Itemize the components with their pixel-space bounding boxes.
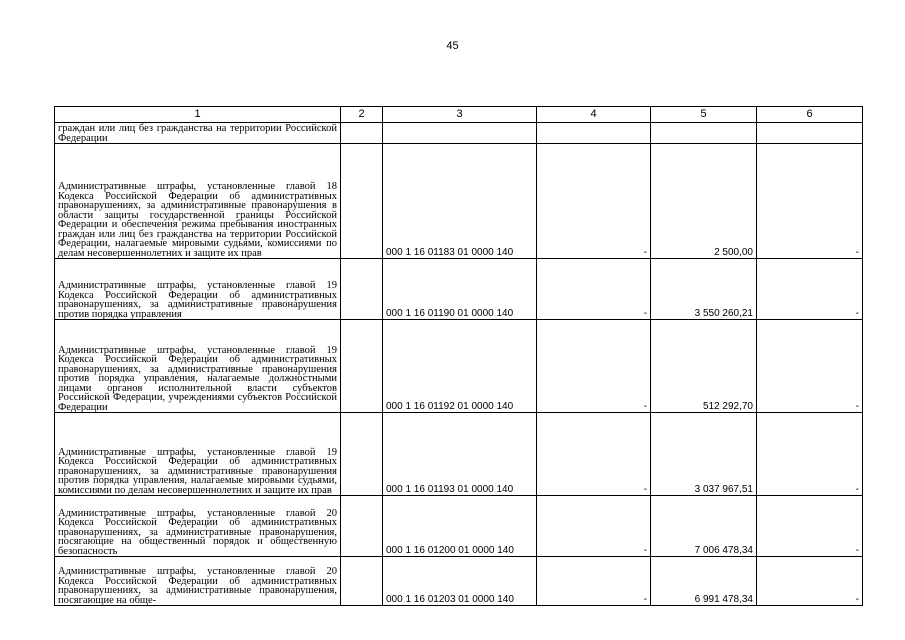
row-col6: - (757, 557, 863, 606)
row-col5: 6 991 478,34 (651, 557, 757, 606)
table-row (55, 320, 863, 413)
row-col4: - (537, 557, 651, 606)
row-col5 (651, 123, 757, 144)
row-col4: - (537, 413, 651, 496)
header-col-5: 5 (651, 107, 757, 123)
header-col-4: 4 (537, 107, 651, 123)
row-description: Административные штрафы, установленные главой 20 Кодекса Российской Федерации об административных правонарушениях, за административные правонарушения, посягающие на общественный порядок и общественную безопасность (55, 496, 341, 557)
row-description: Административные штрафы, установленные главой 19 Кодекса Российской Федерации об административных правонарушениях, за административные правонарушения против порядка управления, налагаемые должностными лицами органов исполнительной власти субъектов Российской Федерации, учреждениями субъектов Российской Федерации (55, 320, 341, 413)
row-col2 (341, 259, 383, 320)
budget-table (54, 106, 863, 606)
header-col-6: 6 (757, 107, 863, 123)
row-col2 (341, 320, 383, 413)
row-col5: 3 550 260,21 (651, 259, 757, 320)
row-col4: - (537, 144, 651, 259)
row-col6: - (757, 259, 863, 320)
row-col4: - (537, 320, 651, 413)
row-description: Административные штрафы, установленные главой 19 Кодекса Российской Федерации об административных правонарушениях, за административные правонарушения против порядка управления, налагаемые мировыми судьями, комиссиями по делам несовершеннолетних и защите их прав (55, 413, 341, 496)
header-col-2: 2 (341, 107, 383, 123)
row-col2 (341, 144, 383, 259)
table-row (55, 259, 863, 320)
row-code (383, 123, 537, 144)
row-code: 000 1 16 01192 01 0000 140 (383, 320, 537, 413)
row-col2 (341, 413, 383, 496)
row-code: 000 1 16 01183 01 0000 140 (383, 144, 537, 259)
row-code: 000 1 16 01203 01 0000 140 (383, 557, 537, 606)
table-row (55, 123, 863, 144)
table-row (55, 557, 863, 606)
row-code: 000 1 16 01190 01 0000 140 (383, 259, 537, 320)
row-col2 (341, 557, 383, 606)
row-col4: - (537, 496, 651, 557)
row-col5: 7 006 478,34 (651, 496, 757, 557)
row-col6: - (757, 144, 863, 259)
row-col2 (341, 496, 383, 557)
page-number: 45 (446, 40, 459, 52)
table-row (55, 413, 863, 496)
row-description: Административные штрафы, установленные главой 19 Кодекса Российской Федерации об административных правонарушениях, за административные правонарушения против порядка управления (55, 259, 341, 320)
header-col-3: 3 (383, 107, 537, 123)
row-col6: - (757, 496, 863, 557)
header-row (55, 107, 863, 123)
header-col-1: 1 (55, 107, 341, 123)
row-col6: - (757, 320, 863, 413)
table-row (55, 496, 863, 557)
row-description: Административные штрафы, установленные главой 20 Кодекса Российской Федерации об административных правонарушениях, за административные правонарушения, посягающие на обще- (55, 557, 341, 606)
row-col5: 2 500,00 (651, 144, 757, 259)
row-col6 (757, 123, 863, 144)
row-description: граждан или лиц без гражданства на территории Российской Федерации (55, 123, 341, 144)
row-col4 (537, 123, 651, 144)
row-description: Административные штрафы, установленные главой 18 Кодекса Российской Федерации об административных правонарушениях, за административные правонарушения в области защиты государственной границы Российской Федерации и обеспечения режима пребывания иностранных граждан или лиц без гражданства на территории Российской Федерации, налагаемые мировыми судьями, комиссиями по делам несовершеннолетних и защите их прав (55, 144, 341, 259)
row-col6: - (757, 413, 863, 496)
row-col5: 3 037 967,51 (651, 413, 757, 496)
row-col5: 512 292,70 (651, 320, 757, 413)
table-row (55, 144, 863, 259)
row-code: 000 1 16 01200 01 0000 140 (383, 496, 537, 557)
row-col2 (341, 123, 383, 144)
row-code: 000 1 16 01193 01 0000 140 (383, 413, 537, 496)
row-col4: - (537, 259, 651, 320)
